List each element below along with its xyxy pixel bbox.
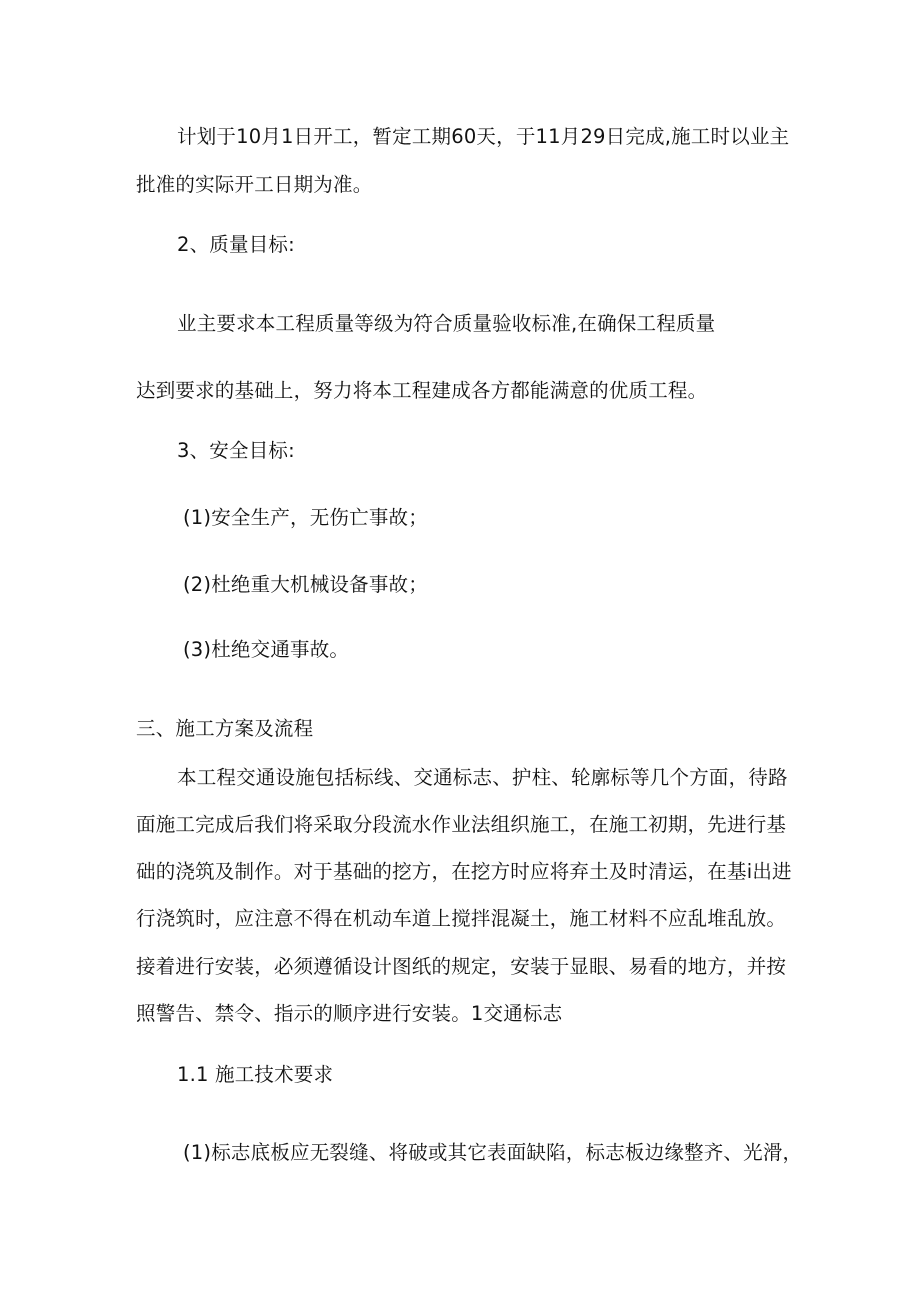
section-3-heading: 三、施工方案及流程 [136, 717, 314, 740]
quality-heading: 2、质量目标: [177, 233, 295, 256]
section-3-paragraph-line: 接着进行安装，必须遵循设计图纸的规定，安装于显眼、易看的地方，并按 [136, 955, 787, 978]
safety-item-2: (2)杜绝重大机械设备事故； [183, 573, 428, 596]
schedule-line-2: 批准的实际开工日期为准。 [136, 173, 373, 196]
section-3-paragraph-line: 行浇筑时，应注意不得在机动车道上搅拌混凝土，施工材料不应乱堆乱放。 [136, 907, 787, 930]
section-3-paragraph-line: 照警告、禁令、指示的顺序进行安装。1交通标志 [136, 1002, 563, 1025]
section-3-paragraph-line: 础的浇筑及制作。对于基础的挖方，在挖方时应将弃土及时清运，在基i出进 [136, 860, 792, 883]
subsection-heading: 1.1 施工技术要求 [177, 1063, 334, 1086]
section-3-paragraph-line: 本工程交通设施包括标线、交通标志、护柱、轮廓标等几个方面，待路 [177, 766, 788, 789]
safety-item-3: (3)杜绝交通事故。 [183, 638, 350, 661]
safety-heading: 3、安全目标: [177, 439, 295, 462]
quality-line-2: 达到要求的基础上，努力将本工程建成各方都能满意的优质工程。 [136, 379, 708, 402]
section-3-paragraph-line: 面施工完成后我们将采取分段流水作业法组织施工，在施工初期，先进行基 [136, 813, 787, 836]
schedule-line-1: 计划于10月1日开工，暂定工期60天，于11月29日完成,施工时以业主 [177, 125, 790, 148]
subsection-item-1: (1)标志底板应无裂缝、将破或其它表面缺陷，标志板边缘整齐、光滑， [183, 1141, 803, 1164]
quality-line-1: 业主要求本工程质量等级为符合质量验收标准,在确保工程质量 [177, 312, 716, 335]
safety-item-1: (1)安全生产，无伤亡事故； [183, 506, 428, 529]
